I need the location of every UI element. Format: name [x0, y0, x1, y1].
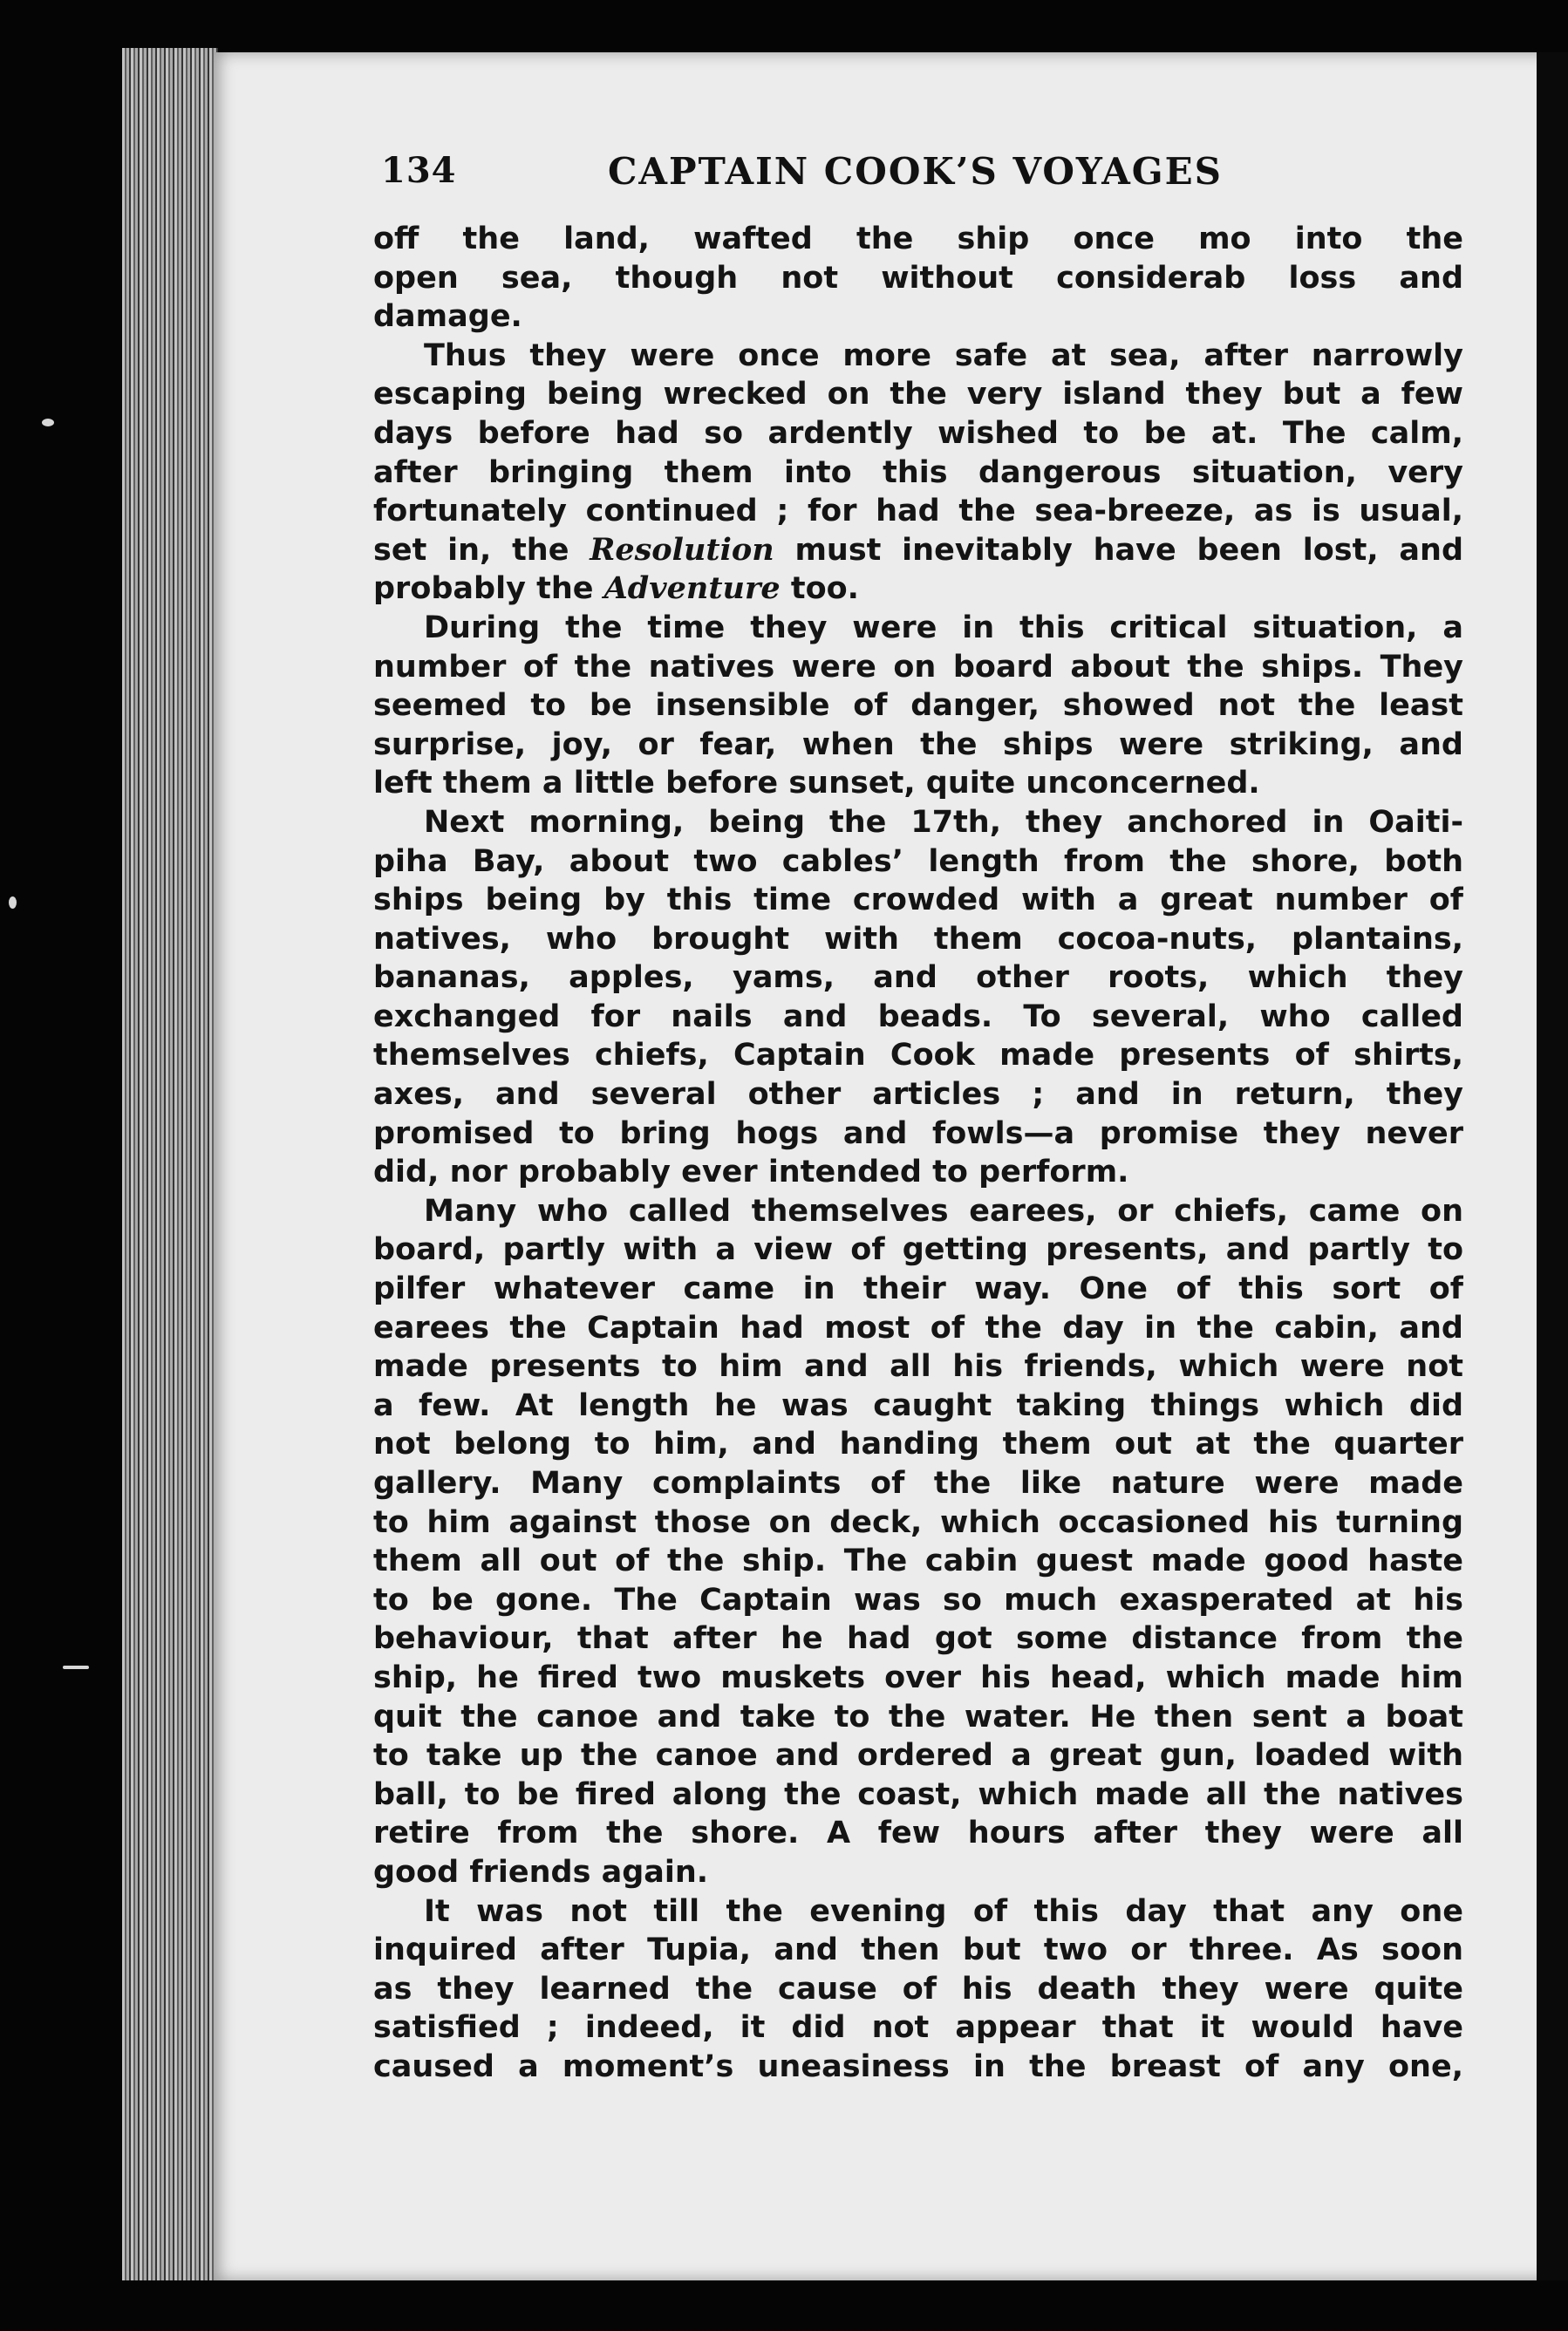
text-line: seemed to be insensible of danger, showed not the least [373, 688, 1463, 724]
running-title: CAPTAIN COOK’S VOYAGES [608, 150, 1224, 193]
text-line: pilfer whatever came in their way. One of this sort of [373, 1271, 1463, 1307]
text-line: exchanged for nails and beads. To several, who called [373, 999, 1463, 1034]
page-header [381, 150, 1253, 211]
text-line: quit the canoe and take to the water. He then sent a boat [373, 1699, 1463, 1735]
text-line: damage. [373, 299, 522, 335]
text-line: natives, who brought with them cocoa-nuts, plantains, [373, 921, 1463, 957]
text-line: board, partly with a view of getting presents, and partly to [373, 1232, 1463, 1268]
book-page-edges [122, 48, 218, 2280]
text-line: surprise, joy, or fear, when the ships were striking, and [373, 726, 1463, 762]
text-line: gallery. Many complaints of the like nature were made [373, 1466, 1463, 1501]
text-line: after bringing them into this dangerous situation, very [373, 454, 1463, 490]
text-line: probably the Adventure too. [373, 570, 859, 607]
text-line: retire from the shore. A few hours after they were all [373, 1816, 1463, 1851]
text-line: made presents to him and all his friends, which were not [373, 1349, 1463, 1385]
page-right-edge [1537, 52, 1568, 2280]
text-line: not belong to him, and handing them out at the quarter [373, 1427, 1463, 1462]
text-line: promised to bring hogs and fowls—a promise they never [373, 1115, 1463, 1151]
text-line: Many who called themselves earees, or chiefs, came on [424, 1193, 1463, 1229]
text-line: to take up the canoe and ordered a great gun, loaded with [373, 1738, 1463, 1774]
text-line: number of the natives were on board about the ships. They [373, 649, 1463, 685]
text-line: set in, the Resolution must inevitably have been lost, and [373, 531, 1463, 568]
text-line: as they learned the cause of his death they were quite [373, 1971, 1463, 2007]
text-line: Next morning, being the 17th, they anchored in Oaiti- [424, 804, 1463, 840]
ship-name: Resolution [590, 531, 774, 568]
text-line: themselves chiefs, Captain Cook made presents of shirts, [373, 1038, 1463, 1073]
text-line: days before had so ardently wished to be at. The calm, [373, 415, 1463, 451]
text-line: satisfied ; indeed, it did not appear that it would have [373, 2010, 1463, 2046]
text-line: good friends again. [373, 1854, 709, 1890]
text-line: ball, to be fired along the coast, which made all the natives [373, 1776, 1463, 1812]
text-line: off the land, wafted the ship once mo into the [373, 222, 1463, 256]
text-line: behaviour, that after he had got some distance from the [373, 1621, 1463, 1657]
text-line: escaping being wrecked on the very island they but a few [373, 377, 1463, 412]
text-line: earees the Captain had most of the day in the cabin, and [373, 1310, 1463, 1346]
text-line: left them a little before sunset, quite unconcerned. [373, 766, 1260, 801]
text-line: them all out of the ship. The cabin guest made good haste [373, 1544, 1463, 1579]
text-line: It was not till the evening of this day that any one [424, 1893, 1463, 1929]
text-line: Thus they were once more safe at sea, after narrowly [424, 337, 1463, 373]
text-line: bananas, apples, yams, and other roots, which they [373, 960, 1463, 996]
text-line: piha Bay, about two cables’ length from the shore, both [373, 843, 1463, 879]
text-line: to him against those on deck, which occasioned his turning [373, 1504, 1463, 1540]
text-line: fortunately continued ; for had the sea-breeze, as is usual, [373, 494, 1463, 529]
text-line: a few. At length he was caught taking things which did [373, 1387, 1463, 1423]
text-line: ships being by this time crowded with a great number of [373, 883, 1463, 918]
text-line: to be gone. The Captain was so much exasperated at his [373, 1582, 1463, 1618]
text-line: During the time they were in this critical situation, a [424, 610, 1463, 645]
ship-name: Adventure [603, 570, 781, 607]
body-text [373, 220, 1463, 2087]
text-line: ship, he fired two muskets over his head, which made him [373, 1660, 1463, 1695]
text-line: axes, and several other articles ; and in return, they [373, 1077, 1463, 1113]
text-line: caused a moment’s uneasiness in the breast of any one, [373, 2048, 1463, 2084]
page-number: 134 [381, 150, 457, 191]
text-line: inquired after Tupia, and then but two or three. As soon [373, 1932, 1463, 1968]
text-line: open sea, though not without considerab loss and [373, 260, 1463, 296]
text-line: did, nor probably ever intended to perform. [373, 1155, 1129, 1190]
